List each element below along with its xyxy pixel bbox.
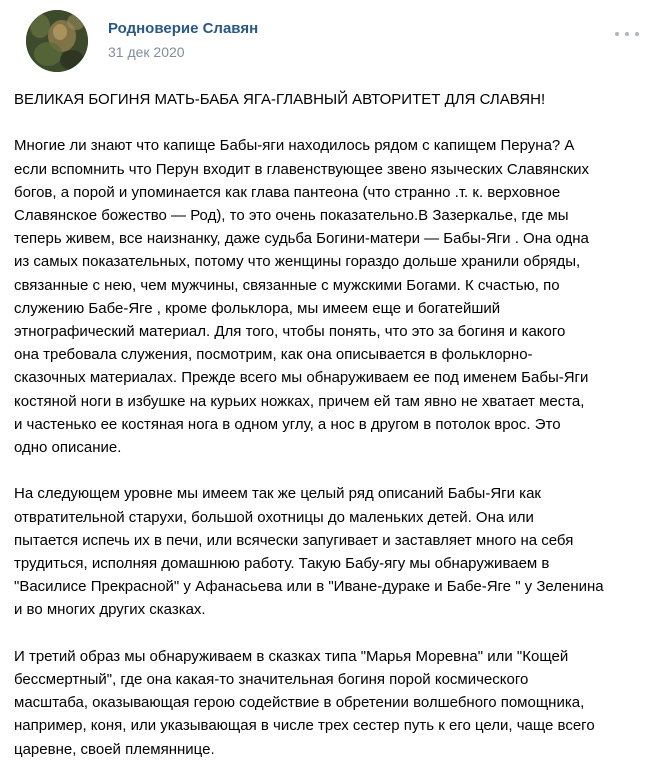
more-dot xyxy=(615,32,619,36)
text-line: этнографический материал. Для того, чтобы понять, что это за богиня и какого xyxy=(14,323,566,341)
text-line: трудиться, исполняя домашнюю работу. Такую Бабу-ягу мы обнаруживаем в xyxy=(14,555,550,573)
post-paragraph xyxy=(14,134,646,459)
text-line: связанные с нею, чем мужчины, связанные с мужскими Богами. К счастью, по xyxy=(14,276,560,294)
text-line: бессмертный", где она какая-то значительная богиня порой космического xyxy=(14,671,529,689)
text-line: костяной ноги в избушке на курьих ножках, причем ей там явно не хватает места, xyxy=(14,392,585,410)
text-line: И третий образ мы обнаруживаем в сказках типа "Марья Моревна" или "Кощей xyxy=(14,647,569,665)
text-line: царевне, своей племяннице. xyxy=(14,740,215,758)
post-header xyxy=(14,0,657,80)
text-line: служению Бабе-Яге , кроме фольклора, мы имеем еще и богатейший xyxy=(14,299,501,317)
post-date-link[interactable]: 31 дек 2020 xyxy=(108,44,185,60)
text-line: и частенько ее костяная нога в одном углу, а нос в другом в потолок врос. Это xyxy=(14,415,561,433)
post-paragraph xyxy=(14,482,646,621)
text-line: она требовала служения, посмотрим, как она описывается в фольклорно- xyxy=(14,346,533,364)
text-line: из самых показательных, потому что женщины гораздо дольше хранили обряды, xyxy=(14,253,581,271)
community-avatar-icon[interactable] xyxy=(26,10,88,72)
text-line: Многие ли знают что капище Бабы-яги находилось рядом с капищем Перуна? А xyxy=(14,137,575,155)
text-line: масштаба, оказывающая герою содействие в обретении волшебного помощника, xyxy=(14,694,585,712)
text-line: теперь живем, все наизнанку, даже судьба Богини-матери — Бабы-Яги . Она одна xyxy=(14,230,589,248)
post-paragraph xyxy=(14,645,646,761)
text-line: пытается испечь их в печи, или всячески запугивает и заставляет много на себя xyxy=(14,531,574,549)
text-line: и во многих других сказках. xyxy=(14,601,206,619)
post-text xyxy=(14,88,646,761)
more-horizontal-icon[interactable] xyxy=(615,26,639,42)
text-line: богов, а порой и упоминается как глава пантеона (что странно .т. к. верховное xyxy=(14,183,561,201)
text-line: одно описание. xyxy=(14,439,122,457)
text-line: сказочных материалах. Прежде всего мы обнаруживаем ее под именем Бабы-Яги xyxy=(14,369,589,387)
text-line: Славянское божество — Род), то это очень показательно.В Зазеркалье, где мы xyxy=(14,207,569,224)
author-link[interactable]: Родноверие Славян xyxy=(108,20,259,37)
text-line: На следующем уровне мы имеем так же целый ряд описаний Бабы-Яги как xyxy=(14,485,541,503)
text-line: если вспомнить что Перун входит в главенствующее звено языческих Славянских xyxy=(14,160,590,178)
text-line: например, коня, или указывающая в числе трех сестер путь к его цели, чаще всего xyxy=(14,717,595,735)
text-line: "Василисе Прекрасной" у Афанасьева или в "Иване-дураке и Бабе-Яге " у Зеленина xyxy=(14,578,604,596)
more-dot xyxy=(625,32,629,36)
post-headline: ВЕЛИКАЯ БОГИНЯ МАТЬ-БАБА ЯГА-ГЛАВНЫЙ АВТОРИТЕТ ДЛЯ СЛАВЯН! xyxy=(14,91,546,108)
avatar-image xyxy=(26,10,88,72)
more-dot xyxy=(635,32,639,36)
text-line: отвратительной старухи, большой охотницы до маленьких детей. Она или xyxy=(14,508,534,526)
